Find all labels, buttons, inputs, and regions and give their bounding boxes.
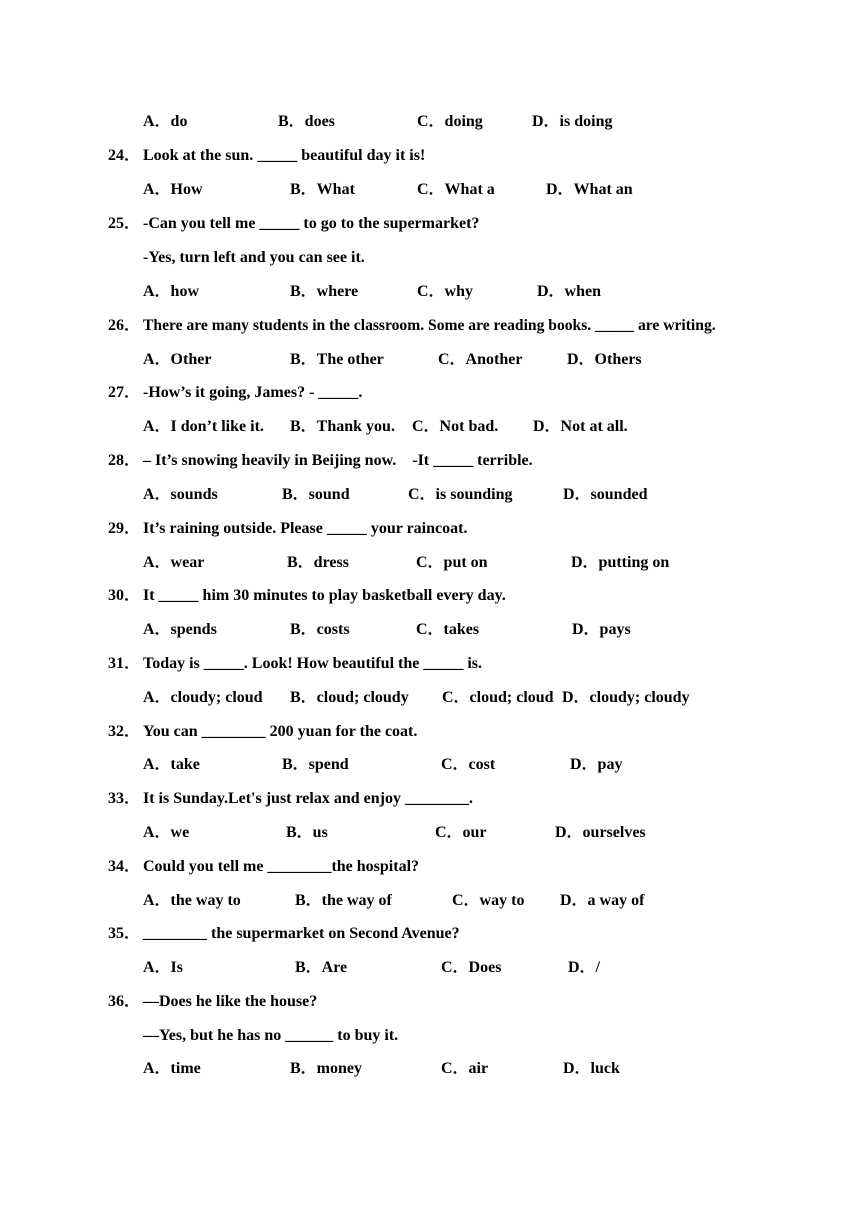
question-26 — [108, 316, 716, 336]
option-d: D．when — [537, 283, 602, 300]
question-text: There are many students in the classroom. Some are reading books. _____ are writing. — [143, 317, 716, 334]
option-a: A．take — [143, 756, 200, 773]
option-b: B．sound — [282, 486, 350, 503]
option-a: A．Is — [143, 959, 184, 976]
option-b: B．does — [278, 113, 335, 130]
question-25 — [108, 214, 479, 234]
question-response: -Yes, turn left and you can see it. — [143, 249, 365, 266]
question-number: 28． — [108, 452, 141, 469]
option-a: A．Other — [143, 351, 212, 368]
question-number: 30． — [108, 587, 141, 604]
option-row — [0, 485, 860, 505]
option-b: B．dress — [287, 554, 349, 571]
option-row — [0, 755, 860, 775]
option-b: B．What — [290, 181, 355, 198]
question-32 — [108, 722, 417, 742]
option-a: A．the way to — [143, 892, 241, 909]
option-c: C．air — [441, 1060, 489, 1077]
option-row — [0, 958, 860, 978]
option-row — [0, 350, 860, 370]
option-a: A．we — [143, 824, 190, 841]
question-text: Look at the sun. _____ beautiful day it is! — [143, 147, 426, 164]
option-a: A．sounds — [143, 486, 218, 503]
option-row — [0, 180, 860, 200]
question-text: Could you tell me ________the hospital? — [143, 858, 420, 875]
question-number: 32． — [108, 723, 141, 740]
option-b: B．The other — [290, 351, 384, 368]
question-number: 36． — [108, 993, 141, 1010]
question-number: 25． — [108, 215, 141, 232]
question-number: 33． — [108, 790, 141, 807]
question-text: -Can you tell me _____ to go to the supermarket? — [143, 215, 480, 232]
option-c: C．What a — [417, 181, 495, 198]
option-d: D．is doing — [532, 113, 613, 130]
option-row — [0, 112, 860, 132]
question-text: —Does he like the house? — [143, 993, 318, 1010]
question-text: It _____ him 30 minutes to play basketball every day. — [143, 587, 506, 604]
question-31 — [108, 654, 482, 674]
question-response: —Yes, but he has no ______ to buy it. — [143, 1027, 399, 1044]
option-b: B．us — [286, 824, 328, 841]
option-a: A．cloudy; cloud — [143, 689, 263, 706]
option-d: D．pays — [572, 621, 631, 638]
question-number: 35． — [108, 925, 141, 942]
question-28 — [108, 451, 533, 471]
question-36 — [108, 992, 317, 1012]
question-text: ________ the supermarket on Second Avenue? — [143, 925, 460, 942]
option-d: D．Not at all. — [533, 418, 628, 435]
option-c: C．why — [417, 283, 474, 300]
option-row — [0, 891, 860, 911]
option-a: A．do — [143, 113, 188, 130]
option-row — [0, 282, 860, 302]
option-a: A．wear — [143, 554, 205, 571]
question-number: 29． — [108, 520, 141, 537]
option-d: D．Others — [567, 351, 642, 368]
option-c: C．cost — [441, 756, 496, 773]
question-text: Today is _____. Look! How beautiful the _____ is. — [143, 655, 483, 672]
option-d: D．sounded — [563, 486, 648, 503]
option-b: B．Are — [295, 959, 348, 976]
option-d: D．putting on — [571, 554, 670, 571]
question-number: 31． — [108, 655, 141, 672]
option-d: D．a way of — [560, 892, 645, 909]
question-text: -How’s it going, James? - _____. — [143, 384, 363, 401]
option-a: A．how — [143, 283, 200, 300]
option-row — [0, 823, 860, 843]
option-b: B．money — [290, 1060, 363, 1077]
option-d: D．/ — [568, 959, 601, 976]
option-a: A．I don’t like it. — [143, 418, 264, 435]
question-30 — [108, 586, 506, 606]
question-text: – It’s snowing heavily in Beijing now. -It _____ terrible. — [143, 452, 533, 469]
option-c: C．put on — [416, 554, 488, 571]
option-row — [0, 553, 860, 573]
option-c: C．is sounding — [408, 486, 513, 503]
option-a: A．spends — [143, 621, 217, 638]
option-row — [0, 620, 860, 640]
option-d: D．luck — [563, 1060, 620, 1077]
question-24 — [108, 146, 425, 166]
option-c: C．doing — [417, 113, 483, 130]
option-a: A．time — [143, 1060, 201, 1077]
option-b: B．Thank you. — [290, 418, 395, 435]
question-number: 27． — [108, 384, 141, 401]
question-text: You can ________ 200 yuan for the coat. — [143, 723, 418, 740]
option-row — [0, 1059, 860, 1079]
option-b: B．where — [290, 283, 359, 300]
option-b: B．cloud; cloudy — [290, 689, 409, 706]
question-27 — [108, 383, 362, 403]
option-d: D．ourselves — [555, 824, 646, 841]
option-c: C．Not bad. — [412, 418, 499, 435]
option-a: A．How — [143, 181, 203, 198]
question-number: 26． — [108, 317, 141, 334]
option-row — [0, 417, 860, 437]
question-number: 24． — [108, 147, 141, 164]
question-33 — [108, 789, 473, 809]
option-row — [0, 688, 860, 708]
option-c: C．cloud; cloud — [442, 689, 554, 706]
question-text: It’s raining outside. Please _____ your raincoat. — [143, 520, 468, 537]
option-c: C．way to — [452, 892, 525, 909]
question-35 — [108, 924, 460, 944]
question-29 — [108, 519, 467, 539]
option-d: D．What an — [546, 181, 633, 198]
option-b: B．the way of — [295, 892, 392, 909]
option-b: B．spend — [282, 756, 349, 773]
option-c: C．Another — [438, 351, 523, 368]
option-c: C．Does — [441, 959, 502, 976]
option-d: D．cloudy; cloudy — [562, 689, 690, 706]
question-34 — [108, 857, 419, 877]
question-text: It is Sunday.Let's just relax and enjoy ________. — [143, 790, 473, 807]
option-b: B．costs — [290, 621, 350, 638]
question-number: 34． — [108, 858, 141, 875]
option-d: D．pay — [570, 756, 623, 773]
option-c: C．our — [435, 824, 487, 841]
option-c: C．takes — [416, 621, 480, 638]
